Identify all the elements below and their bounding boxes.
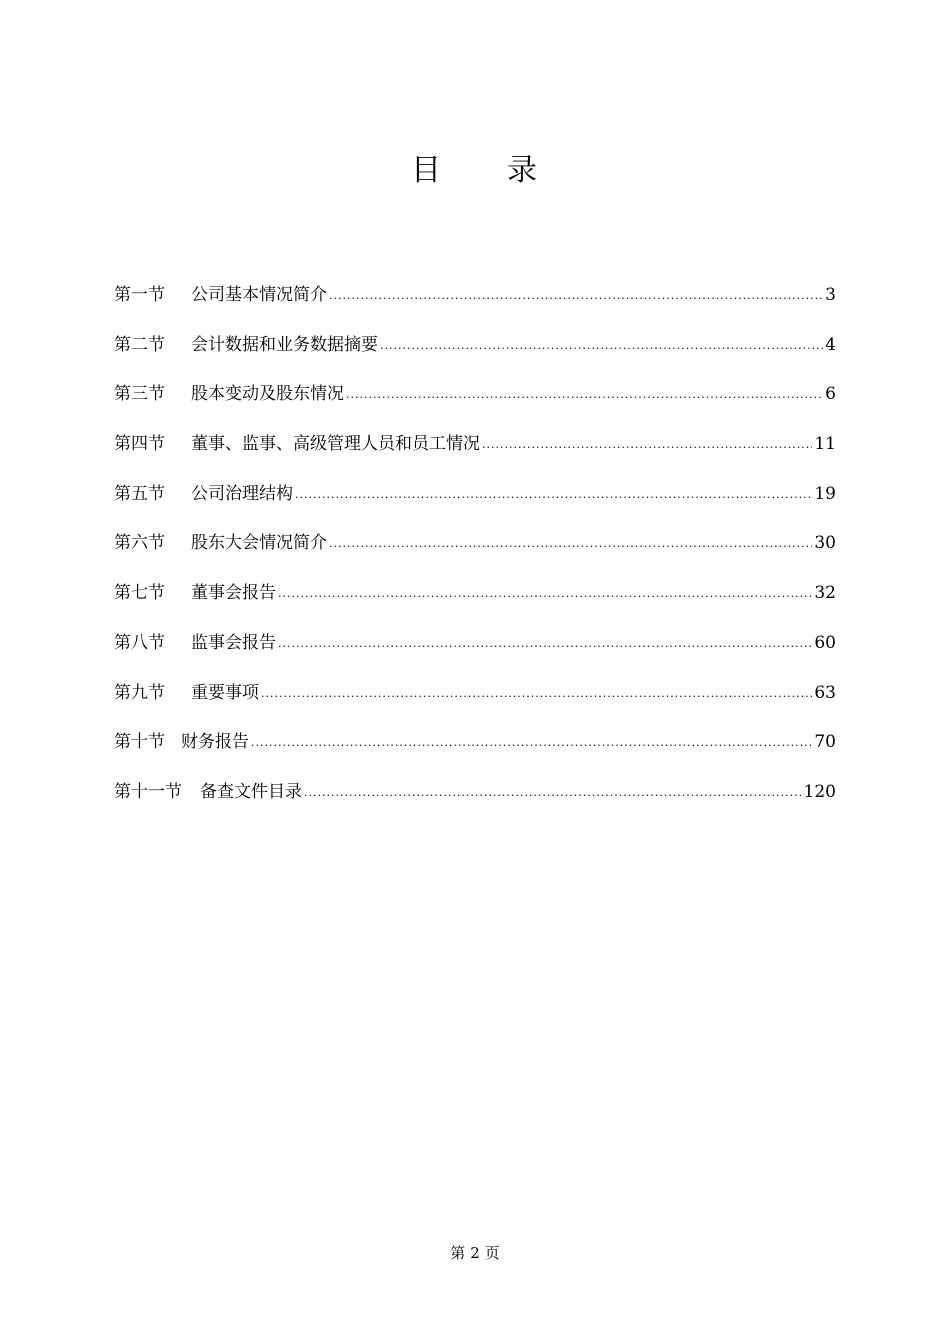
toc-leader-dots	[261, 680, 812, 708]
footer-page-number: 2	[470, 1244, 480, 1262]
toc-entry-title: 财务报告	[181, 732, 249, 753]
toc-entry[interactable]	[114, 380, 836, 430]
page-title: 目 录	[411, 153, 539, 188]
toc-entry[interactable]	[114, 629, 836, 679]
page-footer	[0, 1242, 950, 1264]
toc-page-number: 6	[825, 384, 836, 405]
toc-page-number: 30	[814, 533, 836, 554]
toc-entry[interactable]	[114, 579, 836, 629]
toc-entry[interactable]	[114, 778, 836, 828]
toc-leader-dots	[304, 779, 802, 807]
toc-entry[interactable]	[114, 480, 836, 530]
toc-page-number: 3	[825, 285, 836, 305]
toc-leader-dots	[329, 282, 823, 310]
toc-leader-dots	[278, 580, 812, 608]
toc-section-label: 第十一节	[114, 781, 182, 802]
toc-section-label: 第一节	[114, 285, 165, 305]
table-of-contents	[114, 281, 836, 828]
toc-entry[interactable]	[114, 529, 836, 579]
toc-page-number: 11	[814, 434, 836, 455]
toc-section-label: 第六节	[114, 533, 165, 554]
toc-section-label: 第五节	[114, 483, 165, 504]
toc-entry-title: 董事、监事、高级管理人员和员工情况	[191, 434, 480, 455]
toc-entry-title: 公司基本情况简介	[191, 285, 327, 305]
toc-leader-dots	[278, 630, 812, 658]
toc-section-label: 第八节	[114, 632, 165, 653]
toc-entry[interactable]	[114, 281, 836, 331]
toc-section-label: 第三节	[114, 384, 165, 405]
toc-entry-title: 股本变动及股东情况	[191, 384, 344, 405]
toc-page-number: 4	[825, 334, 836, 355]
toc-entry-title: 重要事项	[191, 682, 259, 703]
toc-entry-title: 会计数据和业务数据摘要	[191, 334, 378, 355]
toc-entry-title: 董事会报告	[191, 583, 276, 604]
toc-section-label: 第二节	[114, 334, 165, 355]
toc-entry-title: 公司治理结构	[191, 483, 293, 504]
toc-leader-dots	[482, 431, 812, 459]
toc-entry-title: 备查文件目录	[200, 781, 302, 802]
toc-leader-dots	[346, 381, 823, 409]
toc-page-number: 63	[814, 682, 836, 703]
toc-page-number: 32	[814, 583, 836, 604]
toc-entry[interactable]	[114, 679, 836, 729]
toc-section-label: 第七节	[114, 583, 165, 604]
footer-suffix: 页	[484, 1244, 500, 1262]
toc-page-number: 70	[814, 732, 836, 753]
toc-entry-title: 股东大会情况简介	[191, 533, 327, 554]
toc-entry[interactable]	[114, 331, 836, 381]
footer-prefix: 第	[450, 1244, 466, 1262]
toc-section-label: 第四节	[114, 434, 165, 455]
toc-page-number: 120	[803, 781, 836, 802]
toc-entry[interactable]	[114, 430, 836, 480]
toc-page-number: 19	[814, 483, 836, 504]
toc-leader-dots	[251, 729, 812, 757]
toc-leader-dots	[329, 530, 812, 558]
toc-entry[interactable]	[114, 728, 836, 778]
toc-leader-dots	[380, 332, 823, 360]
toc-section-label: 第十节	[114, 732, 165, 753]
toc-section-label: 第九节	[114, 682, 165, 703]
toc-leader-dots	[295, 481, 812, 509]
toc-entry-title: 监事会报告	[191, 632, 276, 653]
toc-page-number: 60	[814, 632, 836, 653]
